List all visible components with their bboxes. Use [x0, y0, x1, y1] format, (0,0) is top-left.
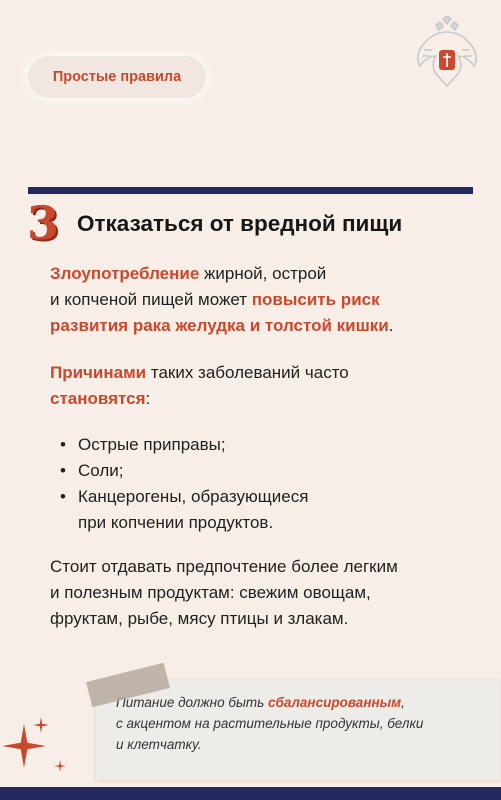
section-number: 3	[27, 196, 60, 250]
section-divider	[28, 187, 473, 194]
section-title: Отказаться от вредной пищи	[77, 211, 403, 236]
double-headed-eagle-emblem-icon	[414, 16, 480, 92]
note-card: Питание должно быть сбалансированным, с акцентом на растительные продукты, белки и клетчатку.	[96, 680, 500, 780]
highlight-become: становятся	[50, 389, 146, 408]
sparkle-icon	[33, 717, 49, 733]
bullet-icon: •	[60, 487, 66, 506]
section-tag	[27, 55, 207, 99]
highlight-cancer: развития рака желудка и толстой кишки	[50, 316, 389, 335]
highlight-balanced: сбалансированным	[267, 695, 402, 710]
highlight-increase-risk: повысить риск	[251, 290, 380, 309]
list-item: • Канцерогены, образующиеся	[60, 484, 308, 510]
bullet-icon: •	[60, 435, 66, 454]
list-item-continuation: при копчении продуктов.	[78, 513, 274, 532]
paragraph-recommendation: Стоит отдавать предпочтение более легким и полезным продуктам: свежим овощам, фруктам, рыбе, мясу птицы и злакам.	[50, 557, 398, 628]
bullet-icon: •	[60, 461, 66, 480]
paragraph-risk: Злоупотребление жирной, острой и копченой пищей может повысить риск развития рака желудка и толстой кишки.	[50, 264, 394, 335]
highlight-abuse: Злоупотребление	[50, 264, 200, 283]
list-item: • Соли;	[60, 458, 308, 484]
list-item: • Острые приправы;	[60, 432, 308, 458]
bottom-bar	[0, 787, 501, 800]
section-tag-label: Простые правила	[52, 69, 182, 85]
causes-list	[60, 432, 308, 536]
sparkle-icon	[54, 760, 66, 772]
paragraph-causes: Причинами таких заболеваний часто становятся:	[50, 363, 349, 408]
highlight-causes: Причинами	[50, 363, 147, 382]
